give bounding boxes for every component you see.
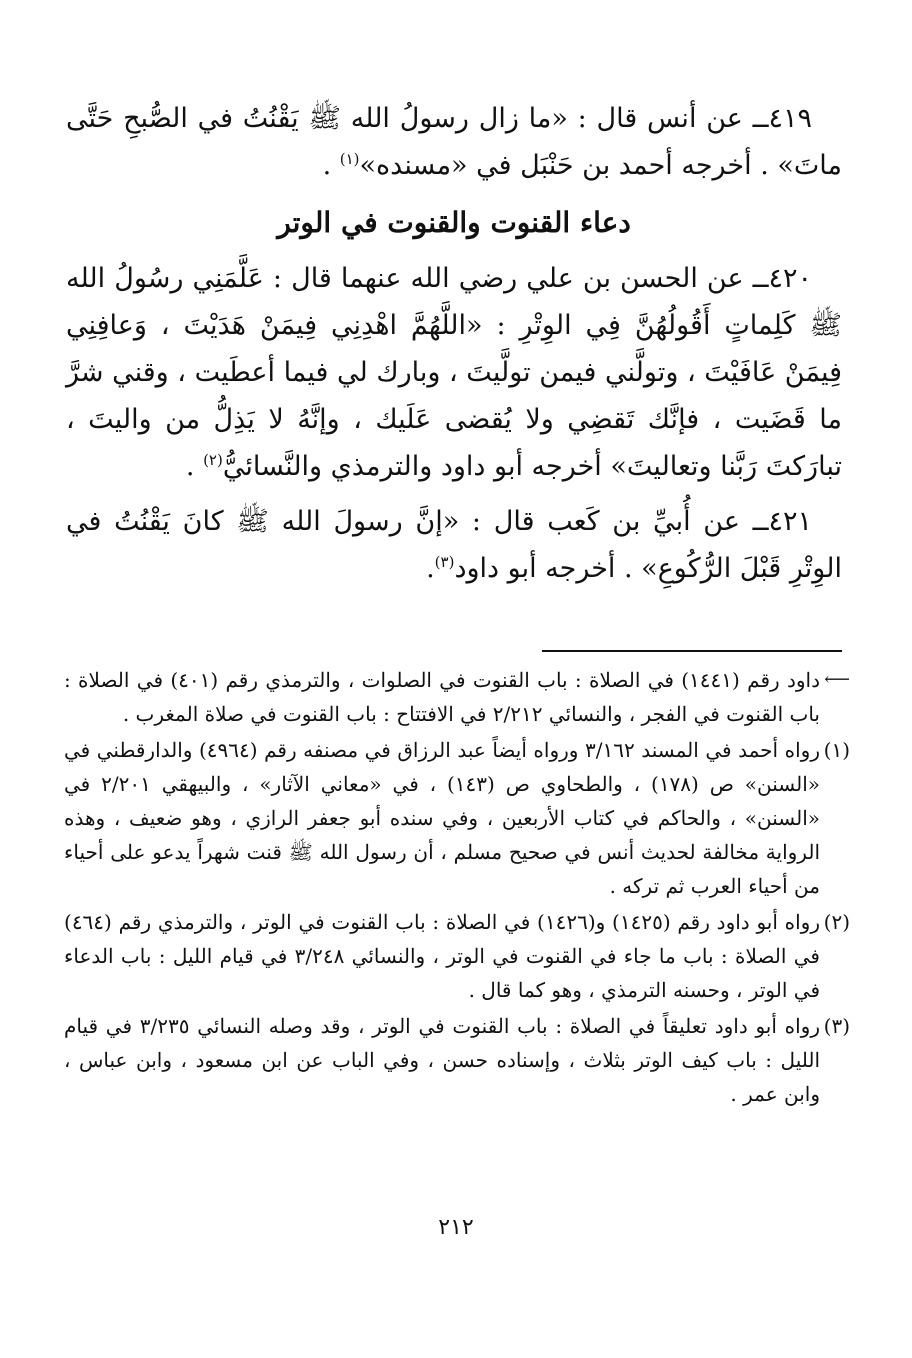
footnote-1-text: رواه أحمد في المسند ٣/١٦٢ ورواه أيضاً عبد الرزاق في مصنفه رقم (٤٩٦٤) والدارقطني في «السنن» ص (١٧٨) ، والطحاوي ص (١٤٣) ، في «معاني الآثار» ، والبيهقي ٢/٢٠١ في «السنن» ، والحاكم في كتاب الأربعين ، وفي سنده أبو جعفر الرازي ، وهو ضعيف ، وهذه الرواية مخالفة لحديث أنس في صحيح مسلم ، أن رسول الله ﷺ قنت شهراً يدعو على أحياء من أحياء العرب ثم تركه . [64, 738, 821, 898]
footnote-continuation [64, 663, 850, 731]
hadith-421 [66, 498, 842, 592]
footnote-3-text: رواه أبو داود تعليقاً في الصلاة : باب القنوت في الوتر ، وقد وصله النسائي ٣/٢٣٥ في قيام الليل : باب كيف الوتر بثلاث ، وإسناده حسن ، وفي الباب عن ابن مسعود ، وابن عباس ، وابن عمر . [64, 1014, 820, 1106]
footnote-ref-3: (٣) [434, 553, 455, 571]
page-number: ٢١٢ [438, 1215, 474, 1240]
footnote-ref-1: (١) [339, 150, 360, 168]
hadith-419-text: ٤١٩ــ عن أنس قال : «ما زال رسولُ الله ﷺ يَقْنُتُ في الصُّبحِ حَتَّى ماتَ» . أخرجه أحمد بن حَنْبَل في «مسنده» [66, 103, 842, 181]
footnote-divider [542, 650, 842, 652]
hadith-421-end: . [426, 553, 435, 584]
footnotes [64, 663, 850, 1113]
section-heading: دعاء القنوت والقنوت في الوتر [277, 206, 631, 239]
footnote-ref-2: (٢) [203, 451, 223, 469]
footnote-2-mark: (٢) [823, 910, 850, 934]
hadith-421-text: ٤٢١ــ عن أُبيِّ بن كَعب قال : «إنَّ رسولَ الله ﷺ كانَ يَقْنُتُ في الوِتْرِ قَبْلَ الرُّكُوعِ» . أخرجه أبو داود [66, 506, 842, 584]
footnote-3-mark: (٣) [823, 1014, 850, 1038]
hadith-420-end: . [185, 451, 204, 482]
continuation-arrow-icon: ⟵ [824, 669, 850, 690]
footnote-continuation-text: داود رقم (١٤٤١) في الصلاة : باب القنوت في الصلوات ، والترمذي رقم (٤٠١) في الصلاة : باب القنوت في الفجر ، والنسائي ٢/٢١٢ في الافتتاح : باب القنوت في صلاة المغرب . [64, 668, 821, 726]
hadith-419-end: . [322, 150, 340, 181]
footnote-2 [64, 905, 850, 1007]
main-text [66, 95, 842, 592]
hadith-420-text: ٤٢٠ــ عن الحسن بن علي رضي الله عنهما قال : عَلَّمَنِي رسُولُ الله ﷺ كَلِماتٍ أَقُولُهُنَّ فِي الوِتْرِ : «اللَّهُمَّ اهْدِنِي فِيمَنْ هَدَيْتَ ، وَعافِنِي فِيمَنْ عَافَيْتَ ، وتولَّني فيمن تولَّيتَ ، وبارك لي فيما أعطَيت ، وقني شرَّ ما قَضَيت ، فإنَّك تَقضِي ولا يُقضى عَلَيك ، وإنَّهُ لا يَذِلُّ من واليتَ ، تبارَكتَ رَبَّنا وتعاليتَ» أخرجه أبو داود والترمذي والنَّسائيُّ [65, 263, 842, 482]
footnote-2-text: رواه أبو داود رقم (١٤٢٥) و(١٤٢٦) في الصلاة : باب القنوت في الوتر ، والترمذي رقم (٤٦٤) في الصلاة : باب ما جاء في القنوت في الوتر ، والنسائي ٣/٢٤٨ في قيام الليل : باب الدعاء في الوتر ، وحسنه الترمذي ، وهو كما قال . [64, 910, 821, 1002]
footnote-1-mark: (١) [823, 738, 850, 762]
hadith-419 [66, 95, 842, 189]
hadith-420 [66, 255, 842, 490]
footnote-3 [64, 1009, 850, 1111]
footnote-1 [64, 733, 850, 903]
